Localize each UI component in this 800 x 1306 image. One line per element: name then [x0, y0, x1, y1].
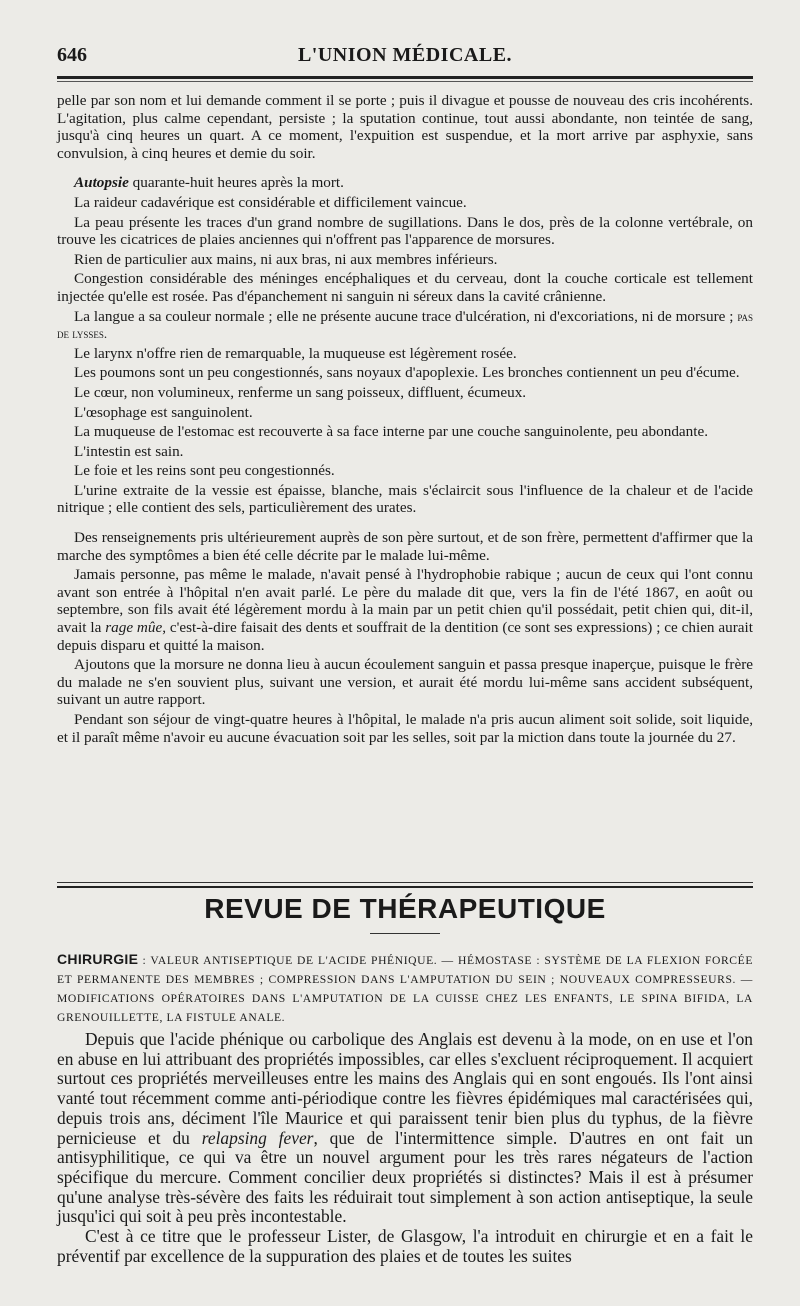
paragraph: Ajoutons que la morsure ne donna lieu à aucun écoulement sanguin et passa presque inaperçue, puisque le frère du malade ne s'en souvient plus, suivant une version, et aurait été mordu lui-même sans accident subséquent, suivant un autre rapport. [57, 656, 753, 709]
paragraph: Rien de particulier aux mains, ni aux bras, ni aux membres inférieurs. [74, 250, 498, 268]
paragraph: Congestion considérable des méninges encéphaliques et du cerveau, dont la couche corticale est tellement injectée qu'elle est rosée. Pas d'épanchement ni sanguin ni séreux dans la cavité crânienne. [57, 270, 753, 305]
autopsie-label: Autopsie [74, 174, 129, 192]
page-header [57, 44, 753, 76]
section-rule-thick [57, 886, 753, 888]
paragraph: La raideur cadavérique est considérable et difficilement vaincue. [74, 193, 467, 211]
text-run: Jamais personne, pas même le malade, n'avait pensé à l'hydrophobie rabique ; aucun de ceux qui l'ont connu avant son entrée à l'hôpital n'en avait parlé. Le père du malade dit que, vers la fin de l'été 1867, en août ou septembre, son fils avait été légèrement mordu à la main par un petit chien qu'il possédait, petit chien qui, dit-il, avait la [57, 566, 753, 637]
paragraph: L'œsophage est sanguinolent. [74, 403, 253, 421]
paragraph-autopsie [57, 174, 753, 192]
text-run: Depuis que l'acide phénique ou carbolique des Anglais est devenu à la mode, on en use et l'on en abuse en lui attribuant des propriétés impossibles, car elles s'excluent réciproquement. Il acquiert surtout ces propriétés merveilleuses entre les mains des Anglais qui en sont engoués. Ils l'ont ainsi vanté tout récemment comme anti-périodique contre les fièvres épidémiques mal caractérisées qui, depuis trois ans, déciment l'île Maurice et qui paraissent tenir bien plus du typhus, de la fièvre pernicieuse et du [57, 1029, 753, 1148]
italic-text: rage mûe [105, 619, 163, 637]
header-rule-thin [57, 81, 753, 82]
paragraph: Des renseignements pris ultérieurement auprès de son père surtout, et de son frère, permettent d'affirmer que la marche des symptômes a bien été celle décrite par le malade lui-même. [57, 529, 753, 564]
paragraph: La peau présente les traces d'un grand nombre de sugillations. Dans le dos, près de la colonne vertébrale, on trouve les cicatrices de plaies anciennes qui n'offrent pas l'apparence de morsures. [57, 213, 753, 249]
italic-text: relapsing fever [201, 1127, 314, 1148]
title-underline [370, 933, 440, 934]
paragraph [57, 1030, 753, 1227]
summary-category: CHIRURGIE [57, 951, 139, 967]
summary-text: : VALEUR ANTISEPTIQUE DE L'ACIDE PHÉNIQUE. — HÉMOSTASE : SYSTÈME DE LA FLEXION FORCÉE ET PERMANENTE DES MEMBRES ; COMPRESSION DANS L'AMPUTATION DU SEIN ; NOUVEAUX COMPRESSEURS. — MODIFICATIONS OPÉRATOIRES DANS L'AMPUTATION DE LA CUISSE CHEZ LES ENFANTS, LE SPINA BIFIDA, LA GRENOUILLETTE, LA FISTULE ANALE. [57, 954, 753, 1024]
paragraph: pelle par son nom et lui demande comment il se porte ; puis il divague et pousse de nouveau des cris incohérents. L'agitation, plus calme cependant, persiste ; la sputation continue, tout aussi abondante, non teintée de sang, jusqu'à cinq heures un quart. A ce moment, l'expuition est suspendue, et la mort arrive par asphyxie, sans convulsion, à cinq heures et demie du soir. [57, 92, 753, 162]
paragraph [57, 308, 753, 343]
paragraph: C'est à ce titre que le professeur Lister, de Glasgow, l'a introduit en chirurgie et en a fait le préventif par excellence de la suppuration des plaies et de toutes les suites [57, 1226, 753, 1266]
therapeutics-article [57, 1030, 753, 1266]
text-run: , que de l'intermittence simple. D'autres en ont fait un antisyphilitique, ce qui va être un nouvel argument pour les très rares négateurs de l'action spécifique du mercure. Comment concilier deux propriétés si distinctes? Mais il est à présumer qu'une analyse très-sévère des faits les réduirait tout simplement à son action antiseptique, la seule jusqu'ici qui soit à peu près incontestable. [57, 1127, 753, 1227]
paragraph: Le foie et les reins sont peu congestionnés. [74, 462, 335, 480]
text-run: La langue a sa couleur normale ; elle ne présente aucune trace d'ulcération, ni d'excoriations, ni de morsure ; [74, 307, 738, 325]
paragraph: Le larynx n'offre rien de remarquable, la muqueuse est légèrement rosée. [74, 344, 517, 362]
text-run: , c'est-à-dire faisait des dents et souffrait de la dentition (ce sont ses expressions) ; ce chien aurait depuis disparu et quitté la maison. [57, 619, 753, 654]
autopsie-text: quarante-huit heures après la mort. [128, 174, 344, 192]
paragraph: Le cœur, non volumineux, renferme un sang poisseux, diffluent, écumeux. [74, 383, 527, 401]
page-number: 646 [57, 44, 87, 66]
section-title: REVUE DE THÉRAPEUTIQUE [204, 893, 606, 924]
section-summary [57, 950, 753, 1027]
small-caps-text: pas de lysses. [57, 308, 753, 342]
running-title: L'UNION MÉDICALE. [297, 44, 513, 66]
case-report-text [57, 92, 753, 748]
paragraph: L'urine extraite de la vessie est épaisse, blanche, mais s'éclaircit sous l'influence de la chaleur et de l'acide nitrique ; elle contient des sels, particulièrement des urates. [57, 481, 753, 517]
header-rule [57, 76, 753, 79]
paragraph: La muqueuse de l'estomac est recouverte à sa face interne par une couche sanguinolente, peu abondante. [74, 423, 709, 441]
paragraph [57, 566, 753, 654]
paragraph: L'intestin est sain. [74, 442, 184, 460]
paragraph: Pendant son séjour de vingt-quatre heures à l'hôpital, le malade n'a pris aucun aliment soit solide, soit liquide, et il paraît même n'avoir eu aucune évacuation soit par les selles, soit par la miction dans toute la journée du 27. [57, 711, 753, 746]
paragraph: Les poumons sont un peu congestionnés, sans noyaux d'apoplexie. Les bronches contiennent un peu d'écume. [74, 364, 740, 382]
section-rule [57, 882, 753, 883]
